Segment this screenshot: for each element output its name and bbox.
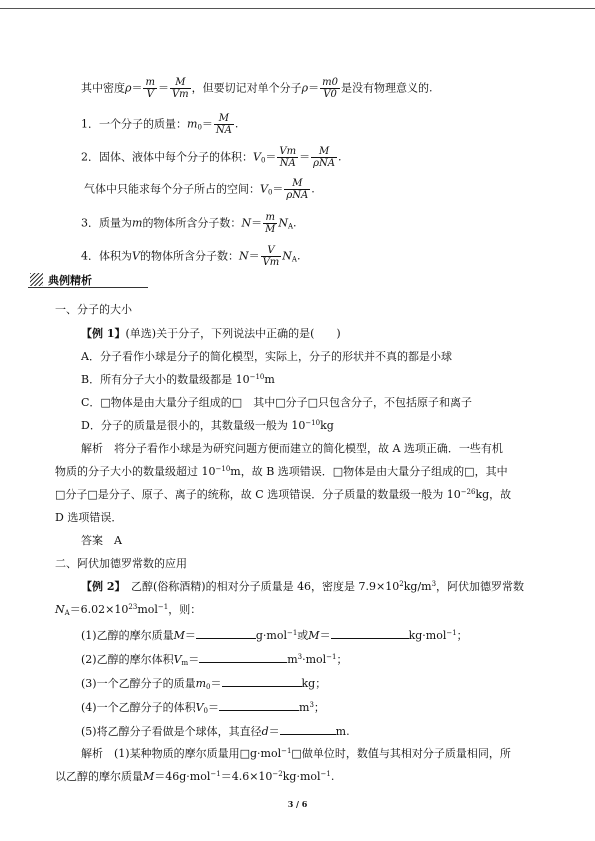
formula-count-by-mass: 3．质量为m的物体所含分子数：N＝ $\frac{m}{M}$ $N_A$. xyxy=(81,212,297,235)
formula-count-by-volume: 4．体积为V的物体所含分子数：N＝ $\frac{V}{Vm}$ $N_A$. xyxy=(81,245,301,268)
hatched-square-icon xyxy=(30,273,43,286)
example-1-answer: 答案 A xyxy=(81,534,122,547)
example-2-stem-line-1: 【例 2】 乙醇(俗称酒精)的相对分子质量是 46，密度是 $7.9\times 10^2kg/m^3$，阿伏加德罗常数 xyxy=(81,580,525,593)
fraction: $\frac{Vm}{NA}$ xyxy=(279,146,297,169)
example-2-question-5: (5)将乙醇分子看做是个球体，其直径d＝ m. xyxy=(81,725,350,738)
example-2-question-1: (1)乙醇的摩尔质量M＝ g·mol$^{-1}$或M＝ kg·mol$^{-1}$； xyxy=(81,629,468,642)
example-2-analysis-line-1: 解析 (1)某种物质的摩尔质量用□g·mol$^{-1}$□做单位时，数值与其相对分子质量相同，所 xyxy=(81,747,511,760)
example-1-analysis-line-1: 解析 将分子看作小球是为研究问题方便而建立的简化模型，故 A 选项正确．一些有机 xyxy=(81,442,503,455)
fraction: $\frac{M}{\text{ρNA}}$ xyxy=(286,178,309,201)
section-heading xyxy=(28,271,148,288)
page-number: 3 / 6 xyxy=(287,799,308,809)
example-1-analysis-line-2: 物质的分子大小的数量级超过 $10^{-10}m$，故 B 选项错误．□物体是由大量分子组成的□，其中 xyxy=(55,465,508,478)
formula-molecule-volume: 2．固体、液体中每个分子的体积：$V_0=$ $\frac{Vm}{NA}$ ＝ $\frac{M}{\text{ρNA}}$ . xyxy=(81,146,342,169)
example-1-option-b: B．所有分子大小的数量级都是 $10^{-10}m$ xyxy=(81,373,275,386)
example-1-option-c: C．□物体是由大量分子组成的□ 其中□分子□只包含分子，不包括原子和离子 xyxy=(81,396,472,409)
answer-blank[interactable] xyxy=(196,627,256,639)
example-1-analysis-line-3: □分子□是分子、原子、离子的统称，故 C 选项错误．分子质量的数量级一般为 $10^{-26}kg$，故 xyxy=(55,488,512,501)
answer-blank[interactable] xyxy=(331,627,409,639)
example-1-option-d: D．分子的质量是很小的，其数量级一般为 $10^{-10}kg$ xyxy=(81,419,334,432)
example-2-question-4: (4)一个乙醇分子的体积$V_0= m^3$； xyxy=(81,701,325,715)
header-rule xyxy=(0,8,595,9)
section-title: 典例精析 xyxy=(48,274,92,287)
example-1-option-a: A．分子看作小球是分子的简化模型，实际上，分子的形状并不真的都是小球 xyxy=(81,350,452,363)
example-2-question-2: (2)乙醇的摩尔体积$V_m= m^3\cdot mol^{-1}$； xyxy=(81,653,348,667)
answer-blank[interactable] xyxy=(219,699,299,711)
formula-molecule-mass: 1．一个分子的质量：$m_0=$ $\frac{M}{NA}$ . xyxy=(81,113,239,136)
formula-gas-space: 气体中只能求每个分子所占的空间：$V_0=$ $\frac{M}{\text{ρNA}}$ . xyxy=(84,178,315,201)
fraction: $\frac{m}{M}$ xyxy=(265,212,276,235)
answer-blank[interactable] xyxy=(199,651,287,663)
heading-avogadro: 二、阿伏加德罗常数的应用 xyxy=(55,557,187,570)
answer-blank[interactable] xyxy=(222,675,302,687)
fraction: $\frac{m}{V}$ xyxy=(145,77,155,100)
density-line: 其中密度ρ＝ $\frac{m}{V}$ ＝ $\frac{M}{Vm}$ ，但要切记对单个分子ρ＝ $\frac{m0}{V0}$ 是没有物理意义的. xyxy=(81,77,433,100)
fraction: $\frac{m0}{V0}$ xyxy=(322,77,338,100)
fraction: $\frac{M}{\text{ρNA}}$ xyxy=(313,146,335,169)
section-rule xyxy=(28,287,148,288)
answer-blank[interactable] xyxy=(280,723,336,735)
fraction: $\frac{V}{Vm}$ xyxy=(262,245,280,268)
example-2-question-3: (3)一个乙醇分子的质量$m_0=$ kg； xyxy=(81,677,327,691)
example-2-analysis-line-2: 以乙醇的摩尔质量$M=46g\cdot mol^{-1}=4.6\times 10^{-2}kg\cdot mol^{-1}$. xyxy=(55,770,335,783)
fraction: $\frac{M}{NA}$ xyxy=(215,113,232,136)
example-1-analysis-line-4: D 选项错误． xyxy=(55,511,123,524)
example-1-stem: 【例 1】(单选)关于分子，下列说法中正确的是( ) xyxy=(81,327,341,340)
fraction: $\frac{M}{Vm}$ xyxy=(171,77,189,100)
example-2-stem-line-2: $N_A=6.02\times 10^{23}mol^{-1}$，则： xyxy=(55,603,202,617)
heading-molecule-size: 一、分子的大小 xyxy=(55,303,132,316)
